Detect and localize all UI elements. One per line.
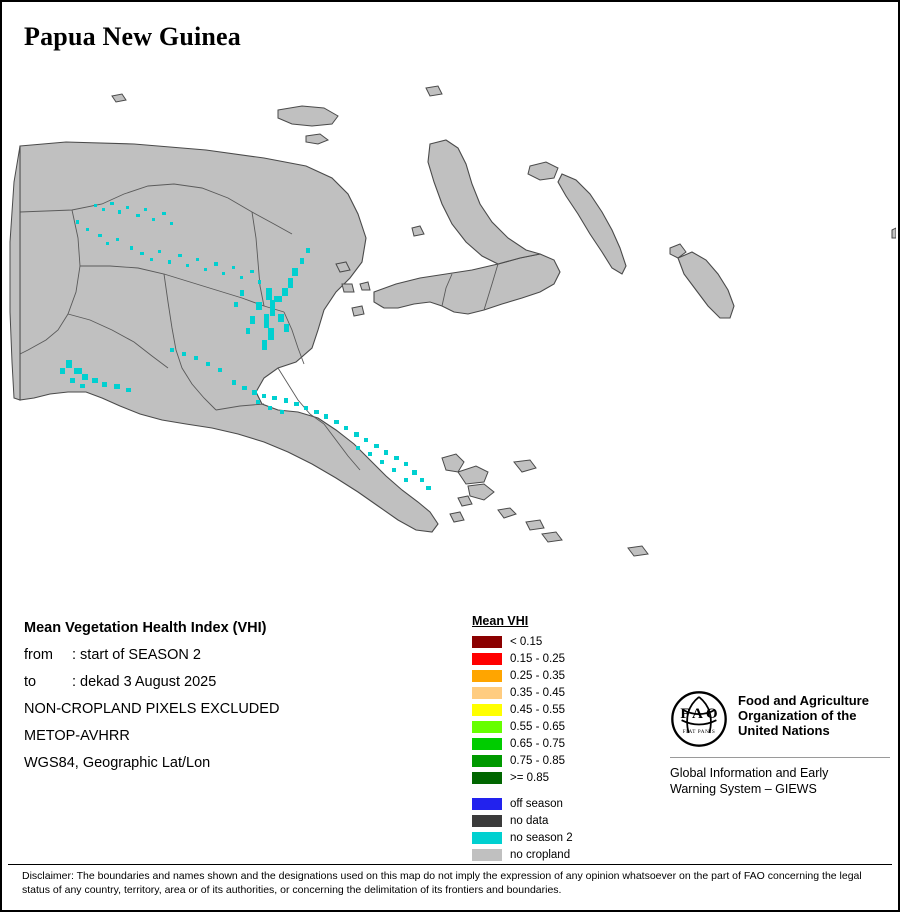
disclaimer-text: Disclaimer: The boundaries and names shown and the designations used on this map do not imply the expression of any opinion whatsoever on the part of FAO concerning the legal status of any country, territory, area or of its authorities, or concerning the delimitation of its frontiers and boundaries.: [22, 870, 862, 896]
fao-divider: [670, 757, 890, 758]
fao-branding: [670, 690, 890, 797]
legend-class-swatch: [472, 653, 502, 665]
legend-class-label: < 0.15: [510, 635, 543, 648]
legend-special-item: [472, 846, 682, 863]
landmass-new-hanover: [528, 162, 558, 180]
page-title: Papua New Guinea: [24, 22, 242, 51]
info-to-label: to: [24, 674, 37, 690]
disclaimer-divider: [8, 864, 892, 865]
legend-class-swatch: [472, 772, 502, 784]
legend-class-list: [472, 633, 682, 786]
landmass-islet-4: [342, 284, 354, 292]
legend-class-label: 0.35 - 0.45: [510, 686, 565, 699]
landmass-new-ireland: [558, 174, 626, 274]
info-to-value: : dekad 3 August 2025: [72, 674, 217, 690]
landmass-islet-2: [426, 86, 442, 96]
landmass-new-britain: [374, 254, 560, 314]
legend-special-label: no season 2: [510, 831, 573, 844]
legend-class-swatch: [472, 738, 502, 750]
legend-special-swatch: [472, 798, 502, 810]
info-projection: WGS84, Geographic Lat/Lon: [24, 755, 211, 771]
legend-special-label: no data: [510, 814, 549, 827]
landmass-rossel: [542, 532, 562, 542]
info-from-row: [24, 647, 444, 663]
legend-special-label: off season: [510, 797, 563, 810]
legend-class-swatch: [472, 721, 502, 733]
fao-system-name: [670, 765, 890, 797]
legend-class-label: 0.65 - 0.75: [510, 737, 565, 750]
legend-class-item: [472, 684, 682, 701]
legend-special-item: [472, 812, 682, 829]
legend-special-item: [472, 795, 682, 812]
landmass-islet-1: [112, 94, 126, 102]
map-info-block: [24, 620, 444, 782]
fao-logo-icon: [670, 690, 728, 748]
landmass-manus: [278, 106, 338, 126]
landmass-islet-7: [412, 226, 424, 236]
landmass-woodlark: [514, 460, 536, 472]
legend-class-swatch: [472, 670, 502, 682]
fao-org-name: Food and Agriculture Organization of the United Nations: [738, 693, 869, 738]
legend-class-label: 0.75 - 0.85: [510, 754, 565, 767]
info-from-label: from: [24, 647, 53, 663]
landmass-misima: [498, 508, 516, 518]
svg-text:FIAT PANIS: FIAT PANIS: [682, 728, 716, 735]
map-landmass-group: [10, 86, 896, 556]
legend-spacer: [472, 786, 682, 795]
legend-special-list: [472, 795, 682, 863]
legend-class-label: >= 0.85: [510, 771, 550, 784]
legend-class-item: [472, 667, 682, 684]
legend-class-label: 0.25 - 0.35: [510, 669, 565, 682]
landmass-normanby: [468, 484, 494, 500]
landmass-sudest: [628, 546, 648, 556]
legend-class-label: 0.45 - 0.55: [510, 703, 565, 716]
legend-class-item: [472, 752, 682, 769]
legend-class-item: [472, 701, 682, 718]
legend-class-item: [472, 650, 682, 667]
landmass-islet-5: [360, 282, 370, 290]
legend-class-label: 0.15 - 0.25: [510, 652, 565, 665]
landmass-new-britain-north: [428, 140, 540, 264]
legend-class-swatch: [472, 636, 502, 648]
info-sensor: METOP-AVHRR: [24, 728, 130, 744]
map-canvas[interactable]: [6, 62, 896, 602]
legend-class-item: [472, 633, 682, 650]
info-to-row: [24, 674, 444, 690]
legend-special-swatch: [472, 832, 502, 844]
landmass-goodenough: [442, 454, 464, 472]
info-from-value: : start of SEASON 2: [72, 647, 201, 663]
legend-class-label: 0.55 - 0.65: [510, 720, 565, 733]
landmass-fergusson: [458, 466, 488, 484]
legend-class-item: [472, 718, 682, 735]
legend-special-swatch: [472, 815, 502, 827]
fao-system-line2: Warning System – GIEWS: [670, 782, 817, 796]
svg-text:F A O: F A O: [680, 705, 718, 722]
legend-class-item: [472, 769, 682, 786]
legend-class-swatch: [472, 687, 502, 699]
landmass-islet-9: [450, 512, 464, 522]
legend-class-swatch: [472, 755, 502, 767]
legend-special-item: [472, 829, 682, 846]
landmass-islet-6: [352, 306, 364, 316]
landmass-islet-10: [892, 228, 896, 238]
fao-system-line1: Global Information and Early: [670, 766, 829, 780]
legend-title: Mean VHI: [472, 614, 529, 628]
landmass-tagula: [526, 520, 544, 530]
info-cropland: NON-CROPLAND PIXELS EXCLUDED: [24, 701, 280, 717]
landmass-islet-8: [458, 496, 472, 506]
landmass-west-tip: [10, 146, 20, 400]
landmass-manus-small: [306, 134, 328, 144]
landmass-bougainville: [678, 252, 734, 318]
landmass-mainland: [20, 142, 438, 532]
legend-class-item: [472, 735, 682, 752]
legend-special-label: no cropland: [510, 848, 571, 861]
legend-class-swatch: [472, 704, 502, 716]
vhi-legend: [472, 614, 682, 863]
info-heading: Mean Vegetation Health Index (VHI): [24, 620, 267, 636]
legend-special-swatch: [472, 849, 502, 861]
